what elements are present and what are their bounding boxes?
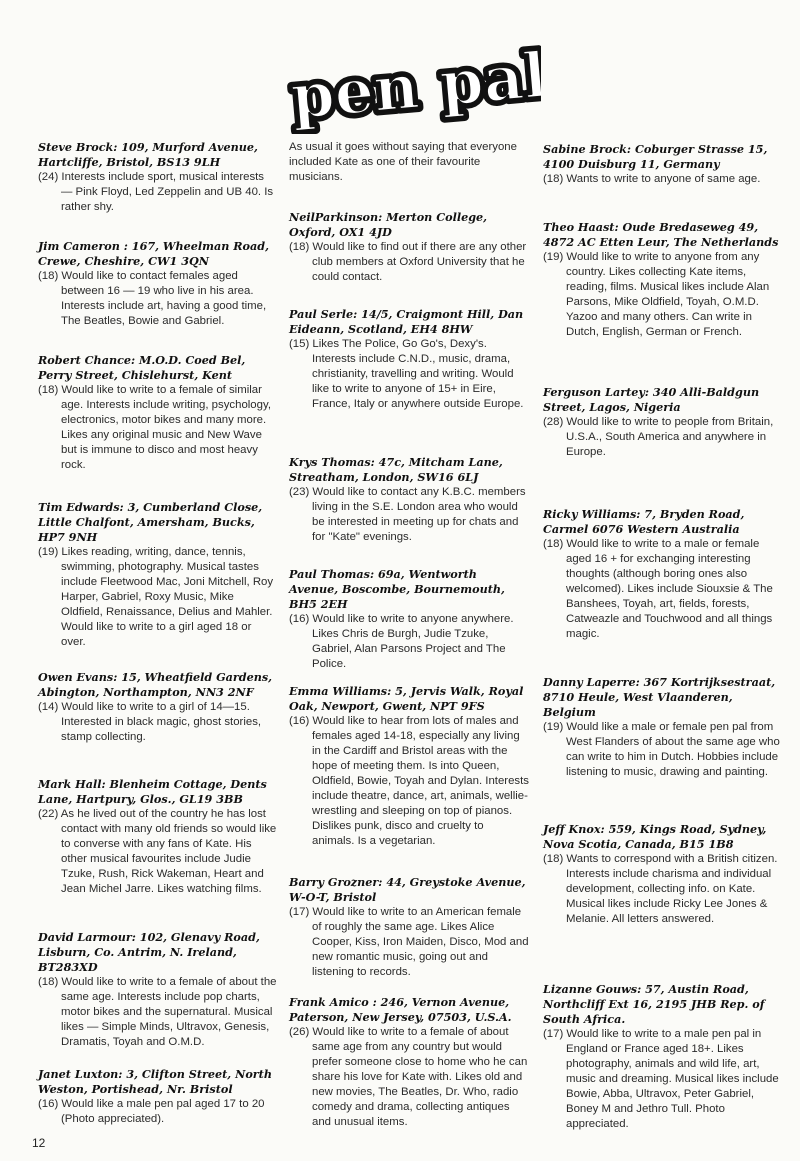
- pen-pal-description: (18) Would like to write to a female of similar age. Interests include writing, psychology, electronics, motor bikes and many more. Likes any original music and New Wave but is immune to disco and most heavy rock.: [38, 384, 271, 471]
- pen-pal-name-address: Mark Hall: Blenheim Cottage, Dents Lane, Hartpury, Glos., GL19 3BB: [38, 777, 267, 806]
- pen-pal-description: (14) Would like to write to a girl of 14—15. Interested in black magic, ghost stories, stamp collecting.: [38, 701, 262, 743]
- pen-pal-entry: [543, 982, 783, 1132]
- pen-pal-name-address: Frank Amico : 246, Vernon Avenue, Paterson, New Jersey, 07503, U.S.A.: [289, 995, 512, 1024]
- pen-pal-name-address: Danny Laperre: 367 Kortrijksestraat, 8710 Heule, West Vlaanderen, Belgium: [543, 675, 776, 719]
- pen-pal-entry: [289, 307, 529, 412]
- pen-pal-description: (18) Would like to contact females aged between 16 — 19 who live in his area. Interests include art, having a good time, The Beatles, Bowie and Gabriel.: [38, 270, 267, 327]
- pen-pal-name-address: Tim Edwards: 3, Cumberland Close, Little Chalfont, Amersham, Bucks, HP7 9NH: [38, 500, 263, 544]
- pen-pal-description: (16) Would like to write to anyone anywhere. Likes Chris de Burgh, Judie Tzuke, Gabriel, Alan Parsons Project and The Police.: [289, 613, 514, 670]
- pen-pal-name-address: Robert Chance: M.O.D. Coed Bel, Perry Street, Chislehurst, Kent: [38, 353, 246, 382]
- pen-pal-name-address: David Larmour: 102, Glenavy Road, Lisburn, Co. Antrim, N. Ireland, BT283XD: [38, 930, 260, 974]
- pen-pal-description: (18) Wants to correspond with a British citizen. Interests include charisma and individual development, collecting info. on Kate. Musical likes include Ricky Lee Jones & Melanie. All letters answered.: [543, 853, 778, 925]
- pen-pal-name-address: Barry Grozner: 44, Greystoke Avenue, W-O-T, Bristol: [289, 875, 526, 904]
- banner-title-fill: pen pals: [287, 40, 541, 134]
- pen-pal-entry: [543, 822, 783, 927]
- pen-pals-banner: [283, 40, 541, 134]
- pen-pal-name-address: Lizanne Gouws: 57, Austin Road, Northcliff Ext 16, 2195 JHB Rep. of South Africa.: [543, 982, 765, 1026]
- pen-pal-name-address: Sabine Brock: Coburger Strasse 15, 4100 Duisburg 11, Germany: [543, 142, 768, 171]
- intro-text: As usual it goes without saying that everyone included Kate as one of their favourite musicians.: [289, 141, 517, 183]
- pen-pal-description: (28) Would like to write to people from Britain, U.S.A., South America and anywhere in Europe.: [543, 416, 774, 458]
- pen-pal-entry: [543, 220, 783, 340]
- pen-pal-entry: [289, 684, 529, 849]
- pen-pal-name-address: Janet Luxton: 3, Clifton Street, North Weston, Portishead, Nr. Bristol: [38, 1067, 272, 1096]
- pen-pal-description: (19) Likes reading, writing, dance, tennis, swimming, photography. Musical tastes include Fleetwood Mac, Joni Mitchell, Roy Harper, Gabriel, Roxy Music, Mike Oldfield, Renaissance, Delius and Mahler. Would like to write to a girl aged 18 or over.: [38, 546, 274, 648]
- pen-pal-entry: [289, 995, 529, 1130]
- banner-title-outline: pen pals: [287, 40, 541, 134]
- pen-pal-description: (18) Wants to write to anyone of same age.: [543, 173, 761, 185]
- pen-pal-entry: [289, 455, 529, 545]
- page-number: 12: [32, 1136, 46, 1150]
- pen-pal-entry: [38, 353, 278, 473]
- pen-pal-entry: [289, 567, 529, 672]
- pen-pal-entry: [38, 500, 278, 650]
- pen-pal-entry: [38, 777, 278, 897]
- pen-pal-description: (16) Would like a male pen pal aged 17 to 20 (Photo appreciated).: [38, 1098, 265, 1125]
- pen-pal-name-address: Jeff Knox: 559, Kings Road, Sydney, Nova Scotia, Canada, B15 1B8: [543, 822, 767, 851]
- pen-pal-description: (18) Would like to write to a male or female aged 16 + for exchanging interesting thoughts (although boring ones also welcomed). Likes include Siouxsie & The Banshees, Toyah, art, fields, forests, Catweazle and Touchwood and all things magic.: [543, 538, 773, 640]
- pen-pal-entry: [543, 675, 783, 780]
- pen-pal-description: (18) Would like to write to a female of about the same age. Interests include pop charts, motor bikes and the supernatural. Musical likes — Simple Minds, Ultravox, Genesis, Dramatis, Toyah and O.M.D.: [38, 976, 277, 1048]
- pen-pal-entry: [289, 875, 529, 980]
- pen-pal-description: (22) As he lived out of the country he has lost contact with many old friends so would like to converse with any fans of Kate. His other musical favourites include Judie Tzuke, Rush, Rick Wakeman, Heart and Jean Michel Jarre. Likes watching films.: [38, 808, 277, 895]
- pen-pal-entry: [543, 507, 783, 642]
- pen-pal-description: (23) Would like to contact any K.B.C. members living in the S.E. London area who would be interested in meeting up for chats and for "Kate" evenings.: [289, 486, 526, 543]
- pen-pal-description: (16) Would like to hear from lots of males and females aged 14-18, especially any living in the Cardiff and Bristol areas with the hope of meeting them. Is into Queen, Oldfield, Bowie, Toyah and Dylan. Interests include theatre, dance, art, animals, wellie-wrestling and sleeping on top of pianos. Dislikes punk, disco and cruelty to animals. Is a vegetarian.: [289, 715, 529, 847]
- pen-pal-name-address: Jim Cameron : 167, Wheelman Road, Crewe, Cheshire, CW1 3QN: [38, 239, 269, 268]
- pen-pal-name-address: Emma Williams: 5, Jervis Walk, Royal Oak, Newport, Gwent, NPT 9FS: [289, 684, 524, 713]
- pen-pal-description: (19) Would like a male or female pen pal from West Flanders of about the same age who can write to him in Dutch. Hobbies include listening to music, drawing and painting.: [543, 721, 780, 778]
- pen-pal-entry: [289, 210, 529, 285]
- pen-pal-name-address: Owen Evans: 15, Wheatfield Gardens, Abington, Northampton, NN3 2NF: [38, 670, 273, 699]
- pen-pal-name-address: Ricky Williams: 7, Bryden Road, Carmel 6076 Western Australia: [543, 507, 745, 536]
- pen-pal-entry: [38, 1067, 278, 1127]
- pen-pal-name-address: Ferguson Lartey: 340 Alli-Baldgun Street, Lagos, Nigeria: [543, 385, 760, 414]
- pen-pal-name-address: Steve Brock: 109, Murford Avenue, Hartcliffe, Bristol, BS13 9LH: [38, 140, 258, 169]
- pen-pal-intro: [289, 140, 529, 185]
- pen-pal-description: (19) Would like to write to anyone from any country. Likes collecting Kate items, reading, films. Musical likes include Alan Parsons, Mike Oldfield, Toyah, O.M.D. Yazoo and many others. Can write in Dutch, English, German or French.: [543, 251, 770, 338]
- pen-pals-logo: [283, 40, 541, 134]
- pen-pal-entry: [38, 140, 278, 215]
- pen-pal-description: (26) Would like to write to a female of about same age from any country but would prefer someone close to home who he can share his love for Kate with. Likes old and new movies, The Beatles, Dr. Who, radio comedy and drama, collecting antiques and unusual items.: [289, 1026, 528, 1128]
- pen-pal-name-address: NeilParkinson: Merton College, Oxford, OX1 4JD: [289, 210, 488, 239]
- pen-pal-description: (15) Likes The Police, Go Go's, Dexy's. Interests include C.N.D., music, drama, christianity, travelling and writing. Would like to write to anyone of 15+ in Eire, France, Italy or anywhere outside Europe.: [289, 338, 524, 410]
- pen-pal-entry: [543, 142, 783, 187]
- pen-pal-description: (17) Would like to write to an American female of roughly the same age. Likes Alice Cooper, Kiss, Iron Maiden, Disco, Mod and new romantic music, going out and listening to records.: [289, 906, 529, 978]
- pen-pal-description: (24) Interests include sport, musical interests — Pink Floyd, Led Zeppelin and UB 40. Is rather shy.: [38, 171, 274, 213]
- pen-pal-entry: [38, 670, 278, 745]
- pen-pal-name-address: Krys Thomas: 47c, Mitcham Lane, Streatham, London, SW16 6LJ: [289, 455, 503, 484]
- pen-pal-entry: [38, 930, 278, 1050]
- pen-pal-name-address: Paul Serle: 14/5, Craigmont Hill, Dan Eideann, Scotland, EH4 8HW: [289, 307, 524, 336]
- pen-pal-description: (18) Would like to find out if there are any other club members at Oxford University that he could contact.: [289, 241, 527, 283]
- pen-pal-name-address: Theo Haast: Oude Bredaseweg 49, 4872 AC Etten Leur, The Netherlands: [543, 220, 779, 249]
- pen-pal-entry: [38, 239, 278, 329]
- pen-pal-entry: [543, 385, 783, 460]
- pen-pal-description: (17) Would like to write to a male pen pal in England or France aged 18+. Likes photography, animals and wild life, art, music and dreaming. Musical likes include Bowie, Abba, Ultravox, Peter Gabriel, Boney M and Jethro Tull. Photo appreciated.: [543, 1028, 779, 1130]
- pen-pal-name-address: Paul Thomas: 69a, Wentworth Avenue, Boscombe, Bournemouth, BH5 2EH: [289, 567, 505, 611]
